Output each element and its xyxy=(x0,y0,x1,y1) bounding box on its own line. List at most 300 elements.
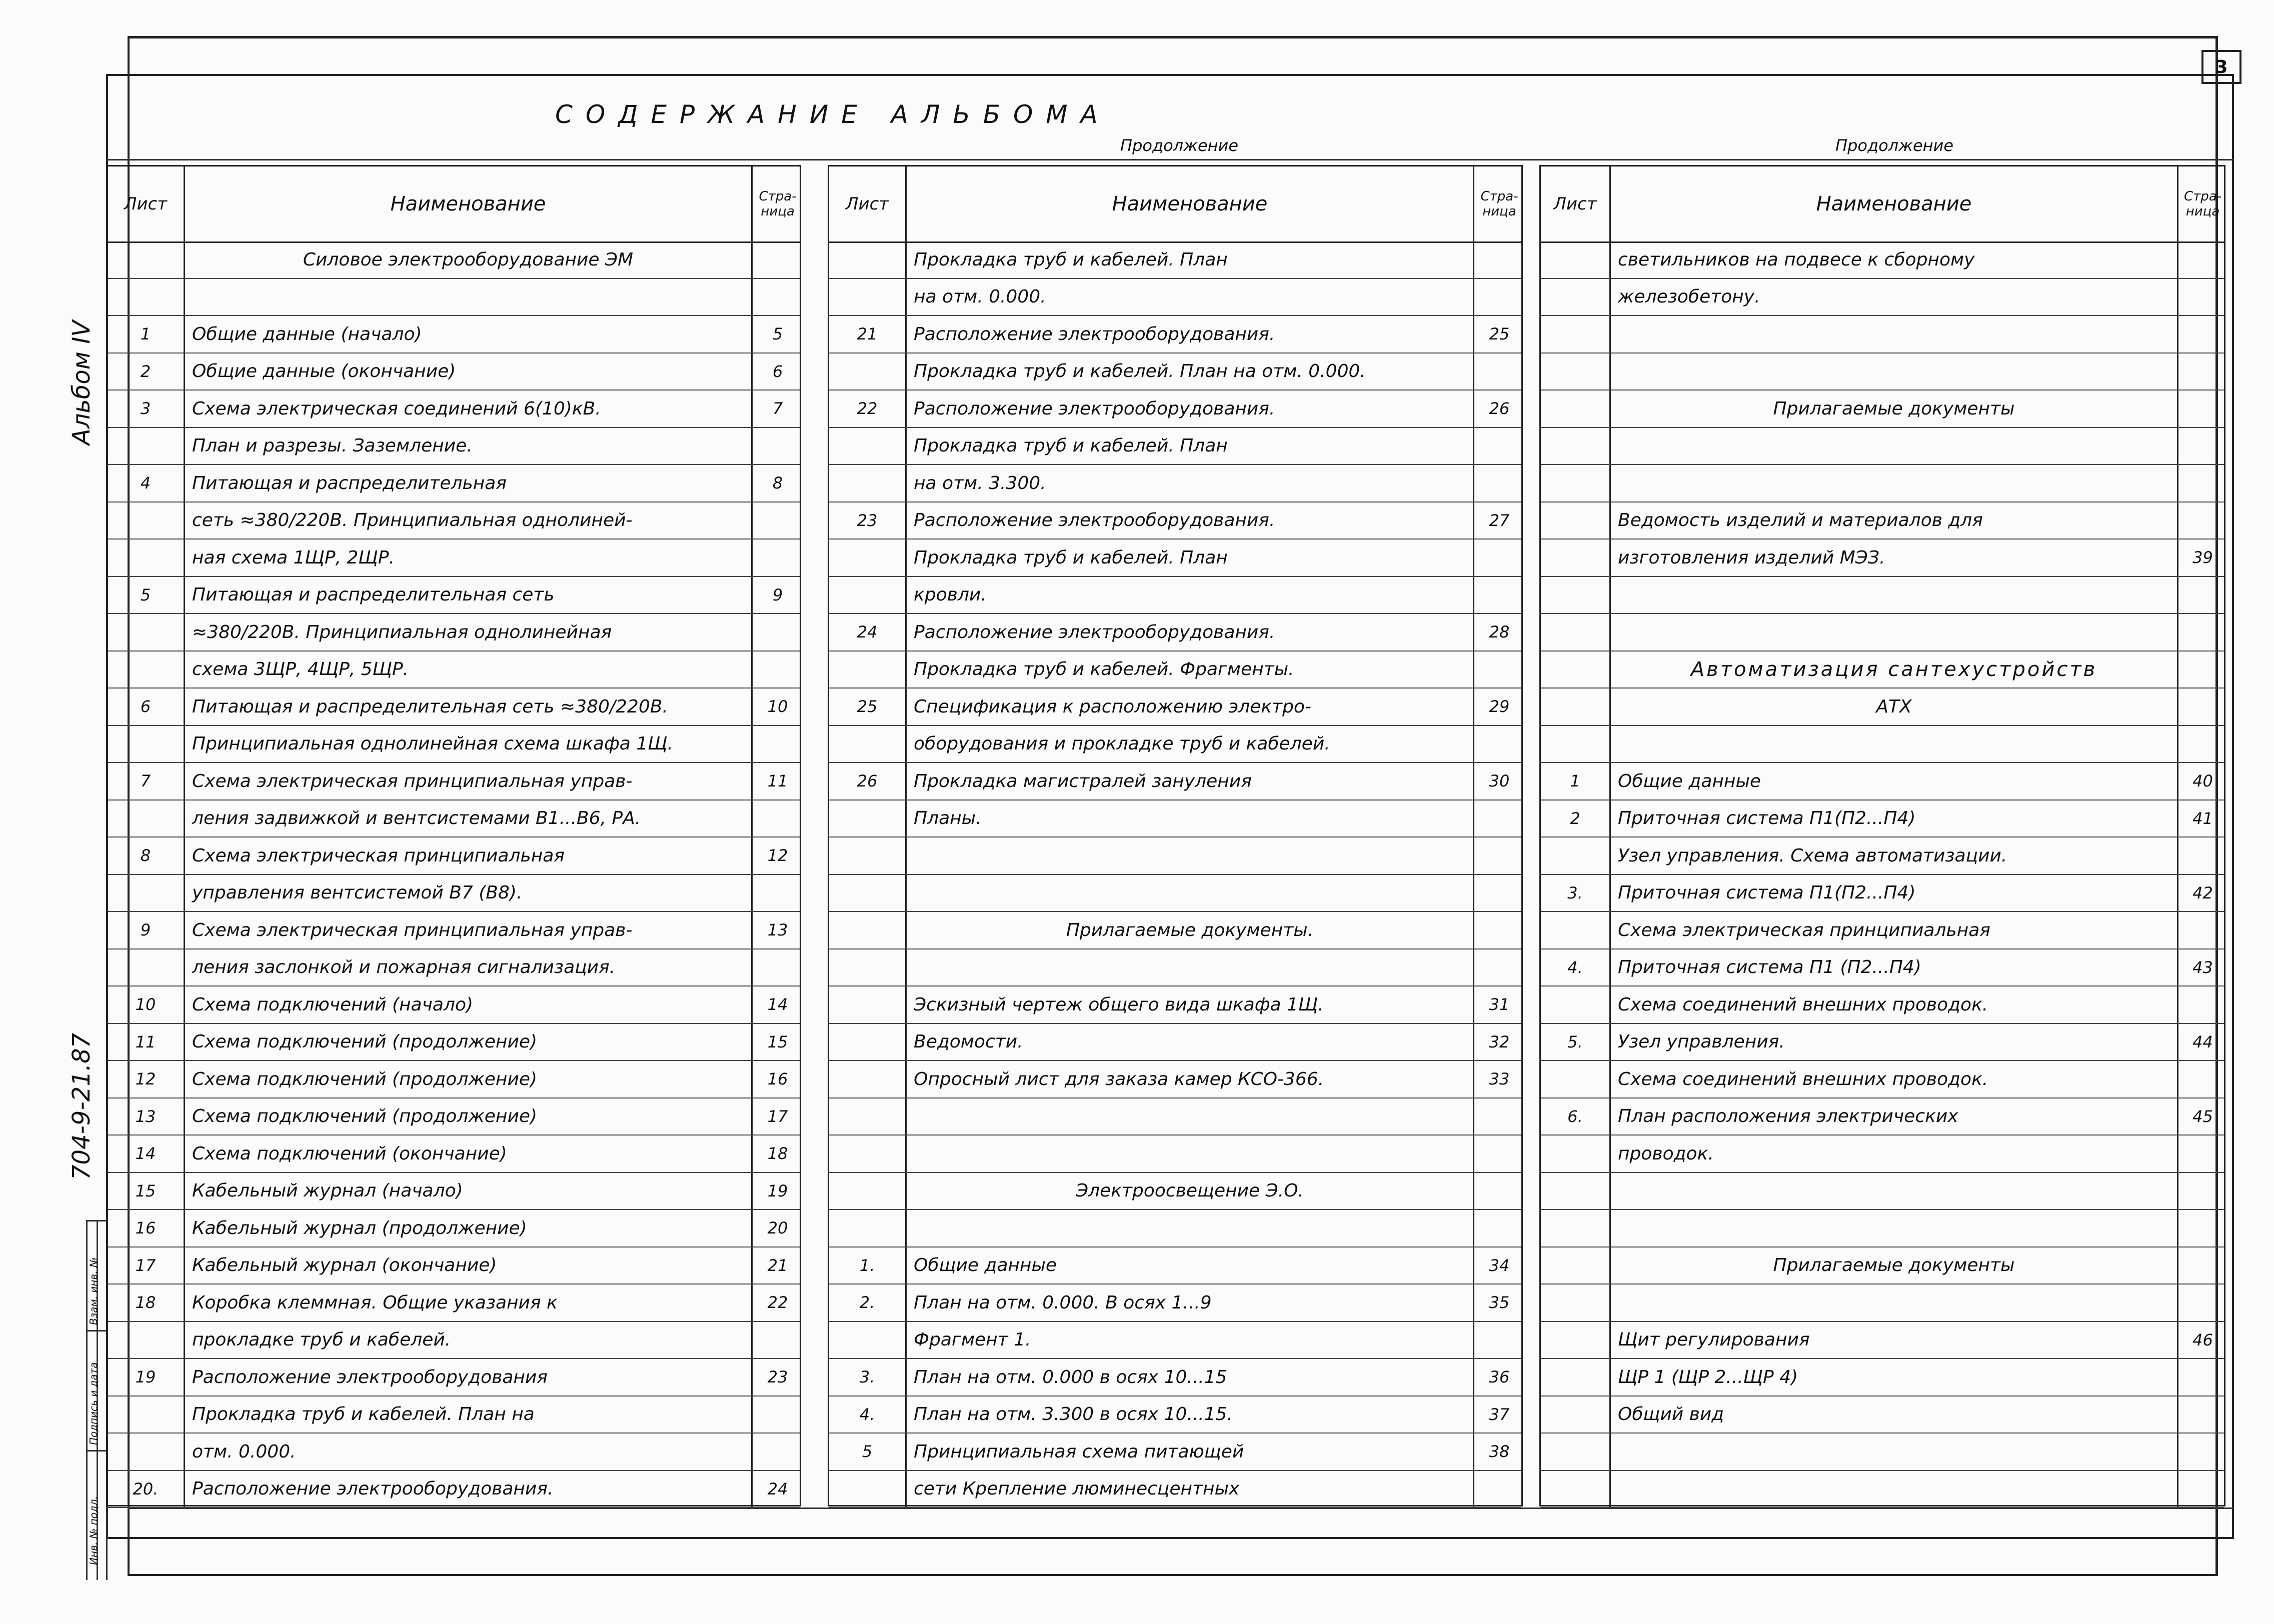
entry-page xyxy=(753,1396,803,1433)
entry-page: 13 xyxy=(767,920,788,940)
entry-page: 30 xyxy=(1489,772,1510,791)
entry-sheet: 18 xyxy=(108,1284,185,1321)
entry-sheet: 11 xyxy=(108,1024,185,1060)
entry-name: Приточная система П1(П2...П4) xyxy=(1611,875,2178,912)
entry-row xyxy=(108,912,800,950)
entry-name: Схема электрическая принципиальная управ- xyxy=(185,912,753,948)
entry-name: Эскизный чертеж общего вида шкафа 1Щ. xyxy=(907,986,1474,1023)
entry-page xyxy=(753,652,803,688)
entry-sheet: 3. xyxy=(1541,875,1611,912)
entry-sheet: 6 xyxy=(108,688,185,725)
entry-name: Прокладка труб и кабелей. План xyxy=(907,242,1474,278)
entry-page xyxy=(1474,726,1524,762)
entry-row xyxy=(108,1359,800,1396)
entry-name: Схема электрическая принципиальная управ- xyxy=(185,763,753,800)
entry-row xyxy=(108,540,800,577)
entry-name: Узел управления. xyxy=(1611,1024,2178,1060)
entry-page xyxy=(753,1434,803,1470)
entry-name xyxy=(907,838,1474,874)
entry-page xyxy=(2178,242,2227,278)
entry-name: Схема подключений (продолжение) xyxy=(185,1061,753,1098)
entry-name: оборудования и прокладке труб и кабелей. xyxy=(907,726,1474,762)
entry-name: АТХ xyxy=(1611,688,2178,725)
entry-sheet: 6. xyxy=(1541,1098,1611,1135)
entry-page: 20 xyxy=(767,1218,788,1238)
entry-page: 40 xyxy=(2192,772,2213,791)
entry-page xyxy=(753,614,803,650)
entry-sheet: 25 xyxy=(829,688,907,725)
entry-row xyxy=(108,1061,800,1098)
entry-name: Схема подключений (продолжение) xyxy=(185,1098,753,1135)
entry-name: Схема подключений (окончание) xyxy=(185,1136,753,1172)
entry-name xyxy=(1611,1434,2178,1470)
entry-page xyxy=(2178,986,2227,1023)
entry-sheet xyxy=(1541,1396,1611,1433)
entry-page xyxy=(2178,1434,2227,1470)
entry-row xyxy=(1541,465,2224,502)
entry-sheet: 19 xyxy=(108,1359,185,1396)
entry-name: Планы. xyxy=(907,800,1474,837)
entry-sheet xyxy=(829,838,907,874)
entry-name xyxy=(1611,1471,2178,1508)
header-sheet: Лист xyxy=(108,166,185,242)
entry-row xyxy=(1541,614,2224,652)
entry-row xyxy=(829,688,1521,726)
entry-name: Щит регулирования xyxy=(1611,1322,2178,1358)
entry-row xyxy=(1541,912,2224,950)
entry-name: Кабельный журнал (продолжение) xyxy=(185,1210,753,1246)
entry-row xyxy=(829,652,1521,689)
entry-sheet: 1. xyxy=(829,1248,907,1284)
entry-sheet: 8 xyxy=(108,838,185,874)
entry-sheet xyxy=(1541,1434,1611,1470)
entry-page xyxy=(753,502,803,539)
entry-name: План на отм. 0.000. В осях 1...9 xyxy=(907,1284,1474,1321)
entry-name: Схема подключений (начало) xyxy=(185,986,753,1023)
entry-row xyxy=(108,652,800,689)
entry-name xyxy=(907,1136,1474,1172)
entry-name: схема 3ЩР, 4ЩР, 5ЩР. xyxy=(185,652,753,688)
entry-row xyxy=(829,1173,1521,1210)
entry-name: отм. 0.000. xyxy=(185,1434,753,1470)
entry-name: Прокладка труб и кабелей. План на отм. 0.000. xyxy=(907,354,1474,390)
entry-sheet: 1 xyxy=(108,316,185,352)
entry-name: План на отм. 0.000 в осях 10...15 xyxy=(907,1359,1474,1396)
entry-page xyxy=(1474,1322,1524,1358)
entry-row xyxy=(108,354,800,391)
entry-sheet: 9 xyxy=(108,912,185,948)
entry-page xyxy=(2178,688,2227,725)
entry-name xyxy=(907,1210,1474,1246)
entry-sheet xyxy=(829,1136,907,1172)
entry-row xyxy=(1541,502,2224,540)
entry-sheet xyxy=(108,540,185,576)
entry-page xyxy=(1474,875,1524,912)
entry-sheet xyxy=(1541,726,1611,762)
entry-name xyxy=(1611,465,2178,502)
entry-sheet xyxy=(1541,502,1611,539)
entry-row xyxy=(1541,428,2224,466)
entry-sheet xyxy=(1541,540,1611,576)
entry-row xyxy=(829,1061,1521,1098)
entry-name xyxy=(185,279,753,316)
header-name: Наименование xyxy=(907,166,1474,242)
entry-name: Расположение электрооборудования. xyxy=(907,614,1474,650)
entry-sheet xyxy=(829,428,907,464)
entry-sheet xyxy=(108,614,185,650)
entry-name: Прокладка труб и кабелей. План xyxy=(907,540,1474,576)
entry-name: Ведомость изделий и материалов для xyxy=(1611,502,2178,539)
entry-sheet: 17 xyxy=(108,1248,185,1284)
entry-row xyxy=(108,1471,800,1508)
entry-page: 10 xyxy=(767,697,788,716)
entry-page xyxy=(753,726,803,762)
entry-row xyxy=(829,465,1521,502)
entry-name: Опросный лист для заказа камер КСО-366. xyxy=(907,1061,1474,1098)
entry-sheet: 2. xyxy=(829,1284,907,1321)
entry-page: 39 xyxy=(2192,548,2213,568)
entry-name: Общие данные (окончание) xyxy=(185,354,753,390)
entry-row xyxy=(829,354,1521,391)
entry-name: Питающая и распределительная сеть xyxy=(185,577,753,614)
entry-name: Кабельный журнал (окончание) xyxy=(185,1248,753,1284)
entry-name: Общий вид xyxy=(1611,1396,2178,1433)
entry-page: 42 xyxy=(2192,883,2213,902)
entry-name: кровли. xyxy=(907,577,1474,614)
entry-name: Общие данные (начало) xyxy=(185,316,753,352)
entry-row xyxy=(1541,1248,2224,1285)
entry-name xyxy=(1611,1284,2178,1321)
entry-row xyxy=(829,242,1521,279)
entry-row xyxy=(829,614,1521,652)
entry-sheet xyxy=(829,577,907,614)
entry-name: Схема соединений внешних проводок. xyxy=(1611,1061,2178,1098)
entry-page: 45 xyxy=(2192,1106,2213,1126)
entry-row xyxy=(1541,1173,2224,1210)
entry-page xyxy=(753,279,803,316)
entry-row xyxy=(829,1284,1521,1322)
entry-row xyxy=(1541,577,2224,614)
entry-name: Прокладка труб и кабелей. План xyxy=(907,428,1474,464)
entry-page xyxy=(2178,577,2227,614)
entry-page: 19 xyxy=(767,1181,788,1200)
entry-sheet xyxy=(1541,577,1611,614)
entry-row xyxy=(829,390,1521,428)
entry-sheet xyxy=(829,279,907,316)
entry-name xyxy=(1611,614,2178,650)
entry-sheet xyxy=(1541,316,1611,352)
entry-page xyxy=(1474,1173,1524,1210)
entry-name xyxy=(1611,316,2178,352)
entry-sheet: 12 xyxy=(108,1061,185,1098)
entry-row xyxy=(829,279,1521,316)
entry-sheet xyxy=(108,428,185,464)
entry-page: 24 xyxy=(767,1479,788,1498)
entry-name xyxy=(1611,354,2178,390)
entry-row xyxy=(108,279,800,316)
entry-sheet: 7 xyxy=(108,763,185,800)
entry-name: Питающая и распределительная сеть ≈380/220В. xyxy=(185,688,753,725)
entry-sheet: 13 xyxy=(108,1098,185,1135)
entry-name xyxy=(1611,726,2178,762)
entry-sheet xyxy=(1541,1173,1611,1210)
header-page: Стра-ница xyxy=(759,189,797,219)
entry-row xyxy=(108,1098,800,1136)
entry-page: 37 xyxy=(1489,1404,1510,1424)
header-sheet: Лист xyxy=(1541,166,1611,242)
entry-row xyxy=(829,1248,1521,1285)
entry-row xyxy=(829,1471,1521,1508)
entry-page: 23 xyxy=(767,1368,788,1387)
entry-sheet: 3. xyxy=(829,1359,907,1396)
entry-name xyxy=(907,1098,1474,1135)
entry-name: Прилагаемые документы xyxy=(1611,390,2178,427)
contents-column-1 xyxy=(106,165,801,1506)
entry-name: ления задвижкой и вентсистемами В1...В6, РА. xyxy=(185,800,753,837)
entry-name: План и разрезы. Заземление. xyxy=(185,428,753,464)
entry-page xyxy=(1474,1098,1524,1135)
entry-page: 21 xyxy=(767,1256,788,1275)
entry-page xyxy=(2178,1173,2227,1210)
entry-sheet: 14 xyxy=(108,1136,185,1172)
entry-page xyxy=(2178,502,2227,539)
entry-page: 9 xyxy=(772,585,783,604)
entry-sheet xyxy=(829,800,907,837)
entry-row xyxy=(1541,726,2224,764)
entry-row xyxy=(829,502,1521,540)
entry-sheet xyxy=(1541,1248,1611,1284)
entry-sheet xyxy=(1541,688,1611,725)
entry-sheet: 5 xyxy=(108,577,185,614)
entry-page xyxy=(1474,279,1524,316)
entry-sheet xyxy=(1541,1061,1611,1098)
stamp-sep-2 xyxy=(86,1450,106,1452)
entry-name: изготовления изделий МЭЗ. xyxy=(1611,540,2178,576)
entry-page xyxy=(2178,1396,2227,1433)
entry-row xyxy=(1541,279,2224,316)
entry-sheet xyxy=(829,1061,907,1098)
entry-name: Схема электрическая принципиальная xyxy=(185,838,753,874)
entry-sheet: 15 xyxy=(108,1173,185,1210)
entry-sheet: 1 xyxy=(1541,763,1611,800)
entry-sheet: 16 xyxy=(108,1210,185,1246)
entry-sheet: 5 xyxy=(829,1434,907,1470)
entry-row xyxy=(829,577,1521,614)
entry-row xyxy=(108,763,800,800)
entry-page xyxy=(753,428,803,464)
header-sheet: Лист xyxy=(829,166,907,242)
title-rule xyxy=(106,159,2234,160)
entry-row xyxy=(108,875,800,912)
entry-list xyxy=(108,242,800,1508)
page-title: СОДЕРЖАНИЕ АЛЬБОМА xyxy=(555,100,1111,129)
entry-sheet xyxy=(1541,1284,1611,1321)
entry-sheet xyxy=(108,800,185,837)
entry-page xyxy=(1474,354,1524,390)
entry-row xyxy=(829,950,1521,987)
entry-name: Силовое электрооборудование ЭМ xyxy=(185,242,753,278)
entry-page: 15 xyxy=(767,1032,788,1052)
entry-row xyxy=(1541,1210,2224,1248)
entry-row xyxy=(829,1359,1521,1396)
entry-name: Питающая и распределительная xyxy=(185,465,753,502)
entry-page xyxy=(2178,1210,2227,1246)
header-name: Наименование xyxy=(1611,166,2178,242)
entry-page: 28 xyxy=(1489,622,1510,642)
entry-name: Общие данные xyxy=(907,1248,1474,1284)
entry-name: Электроосвещение Э.О. xyxy=(907,1173,1474,1210)
entry-page: 25 xyxy=(1489,324,1510,344)
entry-sheet xyxy=(1541,354,1611,390)
entry-row xyxy=(829,875,1521,912)
entry-row xyxy=(1541,1136,2224,1173)
entry-page: 36 xyxy=(1489,1368,1510,1387)
entry-sheet xyxy=(108,1396,185,1433)
entry-page xyxy=(753,875,803,912)
entry-row xyxy=(1541,1322,2224,1360)
entry-row xyxy=(1541,1471,2224,1508)
entry-page xyxy=(1474,1471,1524,1508)
entry-row xyxy=(829,1210,1521,1248)
entry-row xyxy=(108,1136,800,1173)
stamp-field-2: Подпись и дата xyxy=(88,1362,100,1445)
entry-row xyxy=(1541,540,2224,577)
entry-page xyxy=(1474,577,1524,614)
entry-page: 16 xyxy=(767,1070,788,1089)
stamp-sep-1 xyxy=(86,1330,106,1332)
entry-row xyxy=(829,800,1521,838)
entry-row xyxy=(108,950,800,987)
entry-row xyxy=(108,800,800,838)
entry-page xyxy=(2178,279,2227,316)
entry-sheet xyxy=(108,652,185,688)
entry-name xyxy=(1611,1210,2178,1246)
entry-page xyxy=(753,242,803,278)
entry-row xyxy=(108,390,800,428)
entry-sheet xyxy=(829,912,907,948)
entry-name xyxy=(907,875,1474,912)
entry-row xyxy=(1541,688,2224,726)
stamp-field-1: Инв. № подл. xyxy=(88,1496,100,1565)
entry-name: Прокладка магистралей зануления xyxy=(907,763,1474,800)
entry-row xyxy=(108,1396,800,1434)
entry-row xyxy=(829,428,1521,466)
entry-page xyxy=(2178,354,2227,390)
header-page: Стра-ница xyxy=(2183,189,2222,219)
entry-row xyxy=(1541,986,2224,1024)
entry-name: сеть ≈380/220В. Принципиальная однолиней- xyxy=(185,502,753,539)
entry-row xyxy=(108,726,800,764)
entry-name: Общие данные xyxy=(1611,763,2178,800)
entry-row xyxy=(1541,1396,2224,1434)
entry-sheet xyxy=(829,1173,907,1210)
entry-sheet: 26 xyxy=(829,763,907,800)
entry-page xyxy=(1474,838,1524,874)
entry-page: 46 xyxy=(2192,1330,2213,1350)
entry-sheet xyxy=(829,540,907,576)
entry-name: Схема электрическая соединений 6(10)кВ. xyxy=(185,390,753,427)
entry-sheet xyxy=(108,950,185,986)
entry-sheet xyxy=(829,875,907,912)
entry-row xyxy=(1541,1098,2224,1136)
entry-sheet xyxy=(1541,838,1611,874)
entry-sheet xyxy=(829,354,907,390)
entry-name: Схема соединений внешних проводок. xyxy=(1611,986,2178,1023)
entry-sheet: 4 xyxy=(108,465,185,502)
entry-row xyxy=(108,1024,800,1062)
entry-sheet xyxy=(829,726,907,762)
entry-page xyxy=(2178,1136,2227,1172)
continuation-label-2: Продолжение xyxy=(1120,136,1239,155)
entry-sheet xyxy=(1541,465,1611,502)
entry-name xyxy=(1611,1173,2178,1210)
entry-sheet xyxy=(108,242,185,278)
entry-sheet xyxy=(829,1024,907,1060)
entry-page xyxy=(2178,390,2227,427)
entry-name: проводок. xyxy=(1611,1136,2178,1172)
entry-page xyxy=(1474,428,1524,464)
entry-name xyxy=(907,950,1474,986)
entry-page xyxy=(2178,1284,2227,1321)
entry-row xyxy=(108,1284,800,1322)
entry-row xyxy=(1541,1061,2224,1098)
entry-page xyxy=(2178,614,2227,650)
entry-sheet xyxy=(1541,614,1611,650)
entry-name: Расположение электрооборудования. xyxy=(907,316,1474,352)
entry-row xyxy=(829,986,1521,1024)
entry-sheet xyxy=(829,1098,907,1135)
entry-sheet xyxy=(829,1322,907,1358)
entry-row xyxy=(1541,1359,2224,1396)
entry-name: сети Крепление люминесцентных xyxy=(907,1471,1474,1508)
entry-page: 35 xyxy=(1489,1293,1510,1312)
entry-name: Прокладка труб и кабелей. Фрагменты. xyxy=(907,652,1474,688)
entry-page xyxy=(2178,1359,2227,1396)
entry-page xyxy=(1474,1136,1524,1172)
entry-name: Прокладка труб и кабелей. План на xyxy=(185,1396,753,1433)
entry-sheet xyxy=(108,1322,185,1358)
entry-name: Автоматизация сантехустройств xyxy=(1611,652,2178,688)
entry-row xyxy=(108,1210,800,1248)
entry-page xyxy=(1474,1210,1524,1246)
entry-sheet: 4. xyxy=(1541,950,1611,986)
entry-row xyxy=(829,838,1521,875)
entry-page: 14 xyxy=(767,995,788,1014)
album-label: Альбом IV xyxy=(68,320,96,445)
entry-name: Расположение электрооборудования xyxy=(185,1359,753,1396)
entry-sheet xyxy=(1541,279,1611,316)
entry-sheet: 23 xyxy=(829,502,907,539)
entry-page: 31 xyxy=(1489,995,1510,1014)
entry-name: Расположение электрооборудования. xyxy=(907,390,1474,427)
entry-page: 41 xyxy=(2192,808,2213,828)
entry-name: ления заслонкой и пожарная сигнализация. xyxy=(185,950,753,986)
entry-row xyxy=(1541,838,2224,875)
entry-page xyxy=(1474,540,1524,576)
entry-sheet xyxy=(829,1210,907,1246)
entry-page xyxy=(2178,1061,2227,1098)
entry-row xyxy=(108,428,800,466)
entry-sheet xyxy=(829,465,907,502)
entry-row xyxy=(1541,1024,2224,1062)
entry-page: 27 xyxy=(1489,510,1510,530)
entry-page xyxy=(1474,912,1524,948)
entry-page xyxy=(1474,465,1524,502)
project-code: 704-9-21.87 xyxy=(68,1032,96,1180)
header-page: Стра-ница xyxy=(1480,189,1518,219)
column-header xyxy=(1541,166,2224,243)
entry-name: Коробка клеммная. Общие указания к xyxy=(185,1284,753,1321)
